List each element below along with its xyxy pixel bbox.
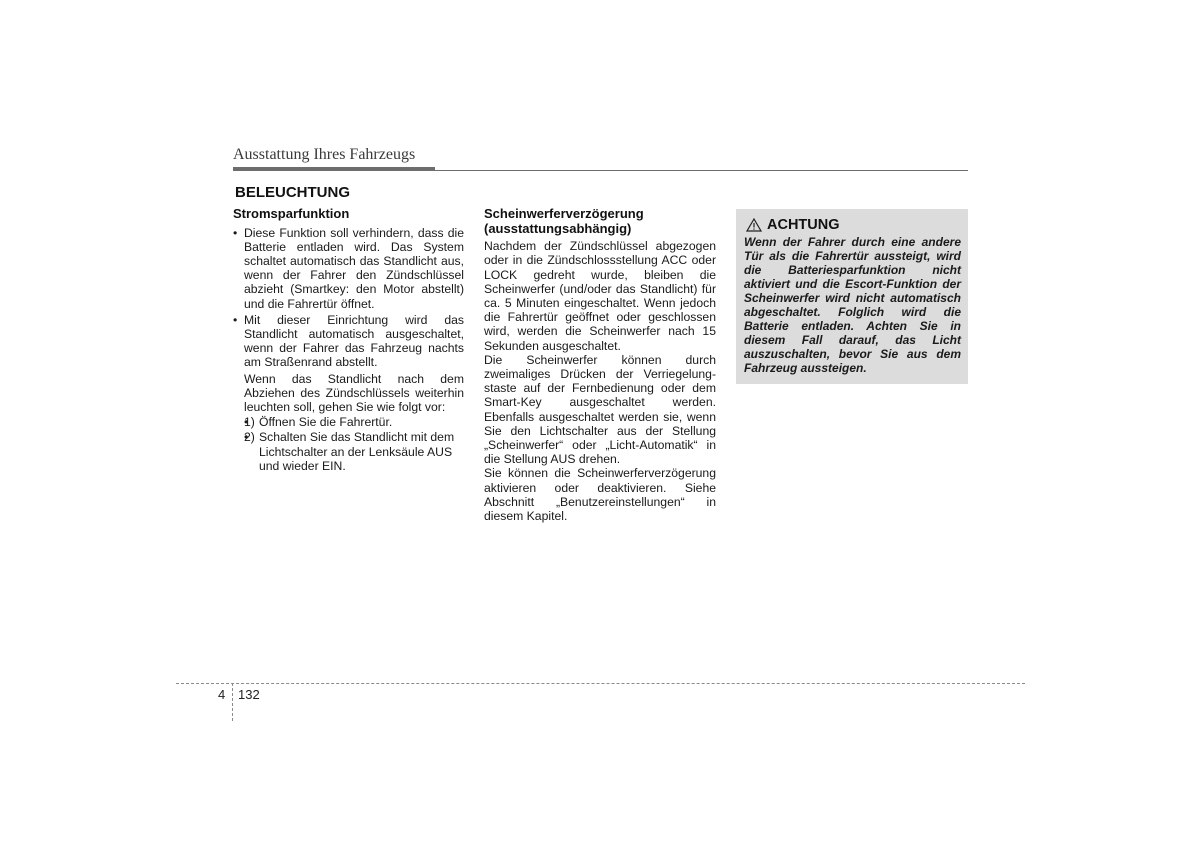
bullet-continuation: Wenn das Standlicht nach dem Abziehen des Zündschlüssels weiterhin leuchten soll, gehen Sie wie folgt vor:: [244, 371, 464, 415]
bullet-text: • Diese Funktion soll verhindern, dass die Batterie entladen wird. Das System schaltet automatisch das Standlicht aus, wenn der Fahrer den Zündschlüssel abzieht (Smartkey: den Motor abstellt) und die Fahrertür öffnet.: [244, 225, 464, 311]
step-number: • 1): [244, 415, 255, 430]
subsection-heading: Stromsparfunktion: [233, 206, 350, 221]
header-rule-thin: [435, 170, 968, 171]
list-item: [233, 313, 464, 473]
step-number: • 2): [244, 430, 255, 445]
paragraph: Sie können die Scheinwerferverzögerung aktivieren oder deaktivieren. Siehe Abschnitt „Benutzereinstellungen“ in diesem Kapitel.: [484, 466, 716, 524]
column-scheinwerferverzoegerung: [484, 207, 716, 523]
paragraph: Die Scheinwerfer können durch zweimaliges Drücken der Verriegelungstaste auf der Fernbedienung oder dem Smart-Key ausgeschaltet werden. Ebenfalls ausgeschaltet werden sie, wenn Sie den Lichtschalter aus der Stellung „Scheinwerfer“ oder „Licht-Automatik“ in die Stellung AUS drehen.: [484, 352, 716, 467]
warning-text: Wenn der Fahrer durch eine andere Tür als die Fahrertür aussteigt, wird die Batteriesparfunktion nicht aktiviert und die Escort-Funktion der Scheinwerfer wird nicht automatisch abgeschaltet. Folglich wird die Batterie entladen. Achten Sie in diesem Fall darauf, das Licht auszuschalten, bevor Sie aus dem Fahrzeug aussteigen.: [744, 235, 961, 375]
header-rule-thick: [233, 167, 435, 171]
step-item: [244, 430, 464, 473]
step-item: [244, 415, 464, 429]
step-text: Schalten Sie das Standlicht mit dem Lichtschalter an der Lenksäule AUS und wieder EIN.: [259, 430, 455, 473]
section-title: BELEUCHTUNG: [235, 184, 350, 201]
chapter-title: Ausstattung Ihres Fahrzeugs: [233, 146, 416, 163]
footer-page-divider: [232, 683, 233, 721]
step-text: Öffnen Sie die Fahrertür.: [259, 415, 393, 430]
chapter-number: 4: [218, 687, 226, 702]
bullet-list: [233, 226, 464, 473]
footer-divider: [176, 683, 1025, 684]
subsection-heading: Scheinwerferverzögerung (ausstattungsabhängig): [484, 206, 644, 236]
warning-header: [746, 217, 961, 233]
paragraph: Nachdem der Zündschlüssel abgezogen oder in die Zündschlossstellung ACC oder LOCK gedreht wurde, bleiben die Scheinwerfer (und/oder das Standlicht) für ca. 5 Minuten eingeschaltet. Wenn jedoch die Fahrertür geöffnet oder geschlossen wird, werden die Scheinwerfer nach 15 Sekunden ausgeschaltet.: [484, 239, 716, 353]
warning-title: ACHTUNG: [767, 217, 840, 233]
steps-list: [244, 415, 464, 473]
column-stromsparfunktion: [233, 207, 464, 475]
list-item: [233, 226, 464, 311]
warning-box: [736, 209, 968, 384]
warning-triangle-icon: [746, 218, 762, 232]
bullet-text: • Mit dieser Einrichtung wird das Standlicht automatisch ausgeschaltet, wenn der Fahrer das Fahrzeug nachts am Straßenrand abstellt.: [244, 312, 464, 370]
page-number: 132: [238, 687, 260, 702]
